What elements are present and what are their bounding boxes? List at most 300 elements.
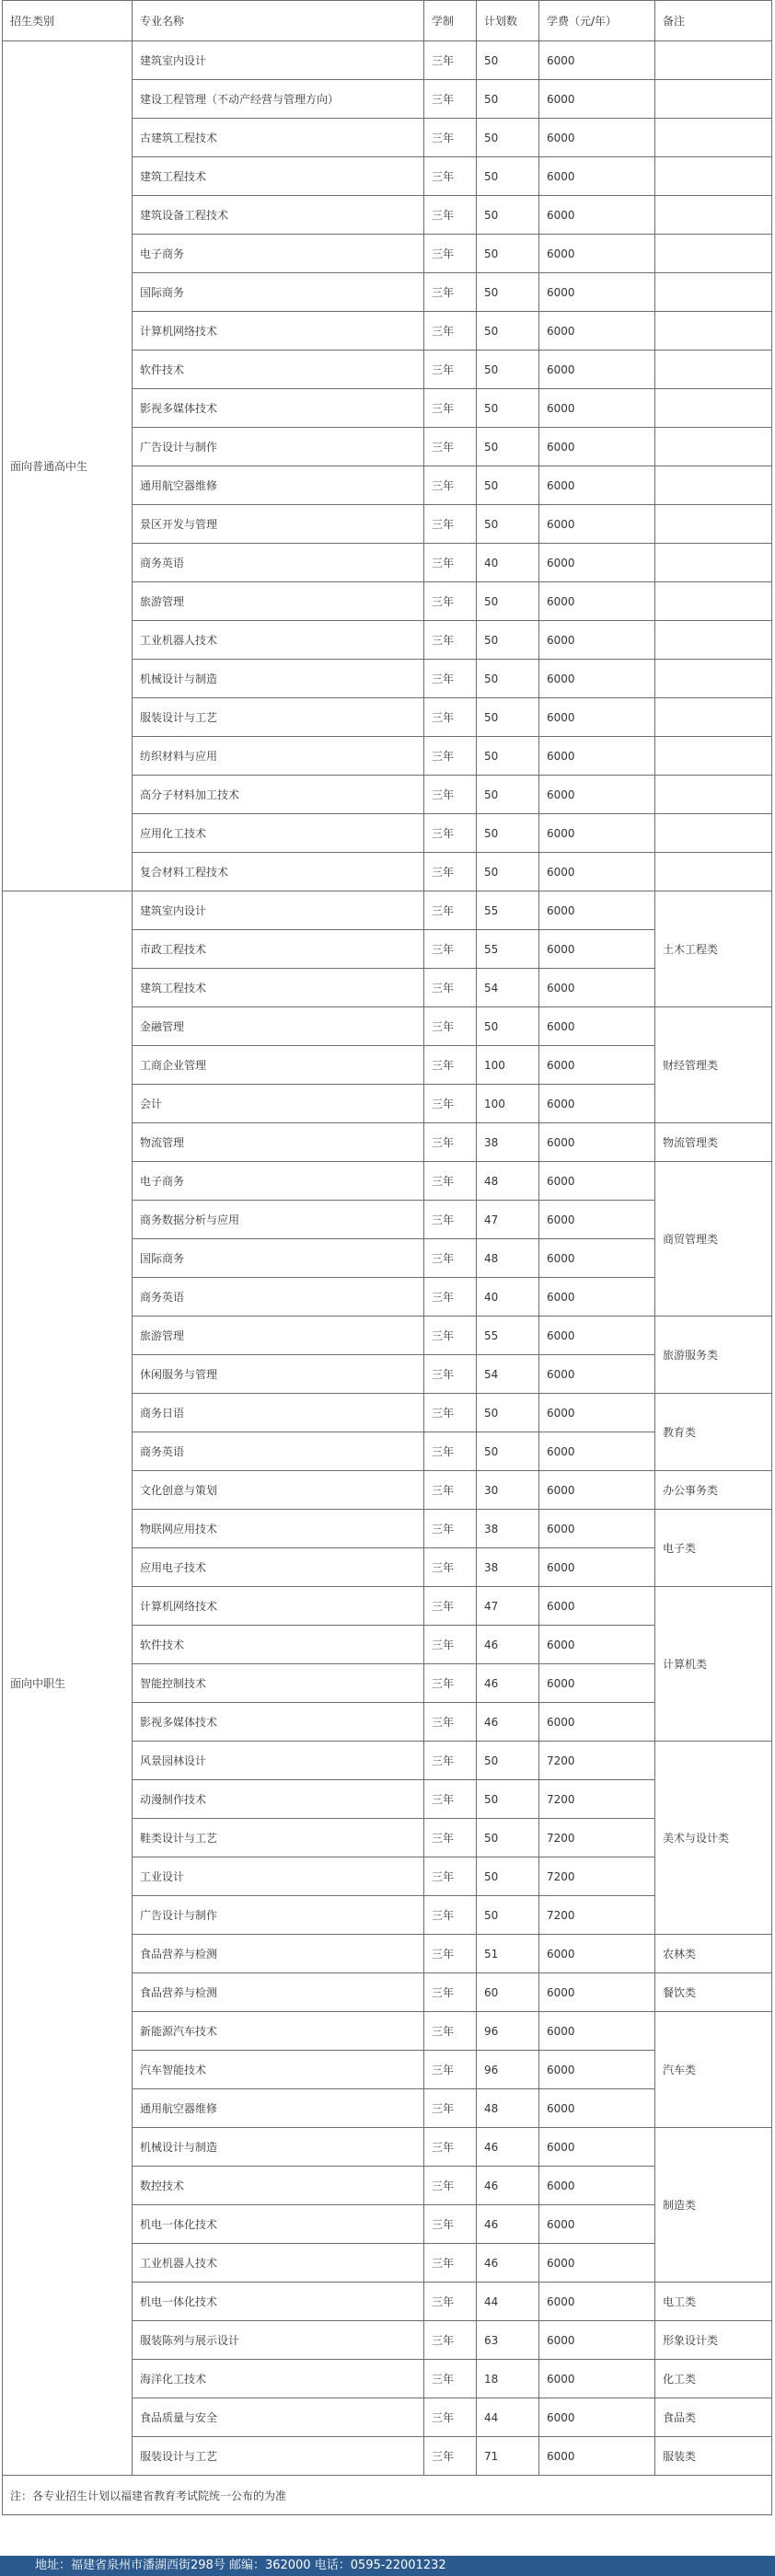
duration-cell: 三年 (424, 2012, 477, 2051)
header-remark: 备注 (655, 1, 772, 41)
major-name-cell: 物联网应用技术 (133, 1510, 424, 1548)
remark-cell: 电工类 (655, 2283, 772, 2321)
tuition-cell: 6000 (539, 1664, 655, 1703)
duration-cell: 三年 (424, 1819, 477, 1857)
remark-cell (655, 737, 772, 776)
remark-cell (655, 80, 772, 119)
category-cell: 面向中职生 (3, 891, 133, 2476)
table-row (3, 891, 772, 930)
remark-cell (655, 466, 772, 505)
remark-cell (655, 312, 772, 351)
duration-cell: 三年 (424, 428, 477, 466)
duration-cell: 三年 (424, 1973, 477, 2012)
plan-count-cell: 38 (477, 1123, 539, 1162)
duration-cell: 三年 (424, 660, 477, 698)
tuition-cell: 6000 (539, 2244, 655, 2283)
tuition-cell: 6000 (539, 1973, 655, 2012)
remark-cell: 教育类 (655, 1394, 772, 1471)
tuition-cell: 6000 (539, 2283, 655, 2321)
major-name-cell: 新能源汽车技术 (133, 2012, 424, 2051)
duration-cell: 三年 (424, 2128, 477, 2167)
major-name-cell: 食品营养与检测 (133, 1935, 424, 1973)
duration-cell: 三年 (424, 737, 477, 776)
duration-cell: 三年 (424, 1432, 477, 1471)
duration-cell: 三年 (424, 157, 477, 196)
duration-cell: 三年 (424, 1664, 477, 1703)
duration-cell: 三年 (424, 235, 477, 273)
duration-cell: 三年 (424, 2205, 477, 2244)
duration-cell: 三年 (424, 1317, 477, 1355)
duration-cell: 三年 (424, 1394, 477, 1432)
duration-cell: 三年 (424, 698, 477, 737)
tuition-cell: 6000 (539, 428, 655, 466)
tuition-cell: 6000 (539, 2089, 655, 2128)
major-name-cell: 商务日语 (133, 1394, 424, 1432)
plan-count-cell: 46 (477, 1626, 539, 1664)
duration-cell: 三年 (424, 2321, 477, 2360)
major-name-cell: 复合材料工程技术 (133, 853, 424, 891)
plan-count-cell: 46 (477, 2244, 539, 2283)
site-footer (0, 2556, 775, 2576)
plan-count-cell: 50 (477, 1007, 539, 1046)
plan-count-cell: 50 (477, 737, 539, 776)
plan-count-cell: 46 (477, 1703, 539, 1742)
duration-cell: 三年 (424, 814, 477, 853)
duration-cell: 三年 (424, 1587, 477, 1626)
duration-cell: 三年 (424, 1278, 477, 1317)
remark-cell: 形象设计类 (655, 2321, 772, 2360)
major-name-cell: 计算机网络技术 (133, 1587, 424, 1626)
major-name-cell: 物流管理 (133, 1123, 424, 1162)
tuition-cell: 7200 (539, 1896, 655, 1935)
major-name-cell: 服装陈列与展示设计 (133, 2321, 424, 2360)
tuition-cell: 6000 (539, 1548, 655, 1587)
plan-count-cell: 50 (477, 119, 539, 157)
major-name-cell: 影视多媒体技术 (133, 1703, 424, 1742)
tuition-cell: 6000 (539, 196, 655, 235)
tuition-cell: 6000 (539, 80, 655, 119)
duration-cell: 三年 (424, 351, 477, 389)
tuition-cell: 6000 (539, 1626, 655, 1664)
remark-cell: 土木工程类 (655, 891, 772, 1007)
tuition-cell: 6000 (539, 2051, 655, 2089)
duration-cell: 三年 (424, 2398, 477, 2437)
major-name-cell: 应用化工技术 (133, 814, 424, 853)
tuition-cell: 6000 (539, 544, 655, 582)
plan-count-cell: 47 (477, 1587, 539, 1626)
plan-count-cell: 50 (477, 1857, 539, 1896)
tuition-cell: 7200 (539, 1857, 655, 1896)
tuition-cell: 6000 (539, 660, 655, 698)
tuition-cell: 6000 (539, 1510, 655, 1548)
header-major-name: 专业名称 (133, 1, 424, 41)
duration-cell: 三年 (424, 1896, 477, 1935)
plan-count-cell: 46 (477, 2167, 539, 2205)
major-name-cell: 食品营养与检测 (133, 1973, 424, 2012)
remark-cell (655, 698, 772, 737)
major-name-cell: 动漫制作技术 (133, 1780, 424, 1819)
remark-cell: 办公事务类 (655, 1471, 772, 1510)
tuition-cell: 6000 (539, 1201, 655, 1239)
major-name-cell: 旅游管理 (133, 1317, 424, 1355)
plan-count-cell: 46 (477, 2205, 539, 2244)
duration-cell: 三年 (424, 582, 477, 621)
duration-cell: 三年 (424, 930, 477, 969)
remark-cell: 餐饮类 (655, 1973, 772, 2012)
plan-count-cell: 50 (477, 1394, 539, 1432)
duration-cell: 三年 (424, 80, 477, 119)
remark-cell (655, 273, 772, 312)
plan-count-cell: 46 (477, 1664, 539, 1703)
major-name-cell: 机械设计与制造 (133, 2128, 424, 2167)
plan-count-cell: 96 (477, 2051, 539, 2089)
duration-cell: 三年 (424, 2051, 477, 2089)
remark-cell: 制造类 (655, 2128, 772, 2283)
duration-cell: 三年 (424, 1703, 477, 1742)
plan-count-cell: 71 (477, 2437, 539, 2476)
header-duration: 学制 (424, 1, 477, 41)
tuition-cell: 6000 (539, 1471, 655, 1510)
admission-plan-table (2, 0, 772, 2515)
major-name-cell: 数控技术 (133, 2167, 424, 2205)
remark-cell: 旅游服务类 (655, 1317, 772, 1394)
tuition-cell: 6000 (539, 389, 655, 428)
plan-count-cell: 48 (477, 2089, 539, 2128)
header-plan-count: 计划数 (477, 1, 539, 41)
plan-count-cell: 50 (477, 196, 539, 235)
tuition-cell: 6000 (539, 814, 655, 853)
major-name-cell: 广告设计与制作 (133, 428, 424, 466)
plan-count-cell: 48 (477, 1162, 539, 1201)
tuition-cell: 6000 (539, 2167, 655, 2205)
duration-cell: 三年 (424, 2283, 477, 2321)
duration-cell: 三年 (424, 2089, 477, 2128)
plan-count-cell: 47 (477, 1201, 539, 1239)
duration-cell: 三年 (424, 2437, 477, 2476)
major-name-cell: 会计 (133, 1085, 424, 1123)
remark-cell: 计算机类 (655, 1587, 772, 1742)
duration-cell: 三年 (424, 1780, 477, 1819)
plan-count-cell: 50 (477, 1896, 539, 1935)
plan-count-cell: 54 (477, 969, 539, 1007)
major-name-cell: 机械设计与制造 (133, 660, 424, 698)
duration-cell: 三年 (424, 273, 477, 312)
tuition-cell: 6000 (539, 235, 655, 273)
duration-cell: 三年 (424, 853, 477, 891)
duration-cell: 三年 (424, 1046, 477, 1085)
duration-cell: 三年 (424, 1201, 477, 1239)
table-header-row (3, 1, 772, 41)
tuition-cell: 6000 (539, 2128, 655, 2167)
duration-cell: 三年 (424, 2167, 477, 2205)
tuition-cell: 6000 (539, 1587, 655, 1626)
plan-count-cell: 50 (477, 80, 539, 119)
major-name-cell: 风景园林设计 (133, 1742, 424, 1780)
major-name-cell: 计算机网络技术 (133, 312, 424, 351)
major-name-cell: 工业设计 (133, 1857, 424, 1896)
tuition-cell: 6000 (539, 1394, 655, 1432)
major-name-cell: 软件技术 (133, 351, 424, 389)
duration-cell: 三年 (424, 389, 477, 428)
remark-cell (655, 235, 772, 273)
tuition-cell: 6000 (539, 1317, 655, 1355)
plan-count-cell: 96 (477, 2012, 539, 2051)
plan-count-cell: 40 (477, 544, 539, 582)
plan-count-cell: 38 (477, 1548, 539, 1587)
duration-cell: 三年 (424, 41, 477, 80)
tuition-cell: 6000 (539, 930, 655, 969)
remark-cell: 电子类 (655, 1510, 772, 1587)
duration-cell: 三年 (424, 1162, 477, 1201)
tuition-cell: 6000 (539, 737, 655, 776)
duration-cell: 三年 (424, 1123, 477, 1162)
duration-cell: 三年 (424, 1510, 477, 1548)
remark-cell (655, 41, 772, 80)
tuition-cell: 6000 (539, 776, 655, 814)
plan-count-cell: 50 (477, 273, 539, 312)
table-row (3, 41, 772, 80)
duration-cell: 三年 (424, 776, 477, 814)
major-name-cell: 国际商务 (133, 1239, 424, 1278)
plan-count-cell: 50 (477, 814, 539, 853)
plan-count-cell: 55 (477, 1317, 539, 1355)
plan-count-cell: 63 (477, 2321, 539, 2360)
tuition-cell: 6000 (539, 621, 655, 660)
remark-cell (655, 505, 772, 544)
major-name-cell: 商务英语 (133, 1278, 424, 1317)
duration-cell: 三年 (424, 1355, 477, 1394)
duration-cell: 三年 (424, 1548, 477, 1587)
major-name-cell: 旅游管理 (133, 582, 424, 621)
remark-cell: 美术与设计类 (655, 1742, 772, 1935)
duration-cell: 三年 (424, 466, 477, 505)
remark-cell (655, 119, 772, 157)
major-name-cell: 汽车智能技术 (133, 2051, 424, 2089)
major-name-cell: 应用电子技术 (133, 1548, 424, 1587)
major-name-cell: 影视多媒体技术 (133, 389, 424, 428)
plan-count-cell: 50 (477, 660, 539, 698)
plan-count-cell: 50 (477, 776, 539, 814)
plan-count-cell: 51 (477, 1935, 539, 1973)
plan-count-cell: 60 (477, 1973, 539, 2012)
duration-cell: 三年 (424, 544, 477, 582)
plan-count-cell: 100 (477, 1085, 539, 1123)
duration-cell: 三年 (424, 1742, 477, 1780)
tuition-cell: 6000 (539, 505, 655, 544)
duration-cell: 三年 (424, 1857, 477, 1896)
major-name-cell: 金融管理 (133, 1007, 424, 1046)
major-name-cell: 国际商务 (133, 273, 424, 312)
remark-cell (655, 582, 772, 621)
major-name-cell: 市政工程技术 (133, 930, 424, 969)
plan-count-cell: 40 (477, 1278, 539, 1317)
major-name-cell: 建筑工程技术 (133, 157, 424, 196)
major-name-cell: 通用航空器维修 (133, 466, 424, 505)
major-name-cell: 电子商务 (133, 235, 424, 273)
duration-cell: 三年 (424, 312, 477, 351)
tuition-cell: 6000 (539, 466, 655, 505)
plan-count-cell: 100 (477, 1046, 539, 1085)
major-name-cell: 服装设计与工艺 (133, 2437, 424, 2476)
duration-cell: 三年 (424, 621, 477, 660)
tuition-cell: 6000 (539, 41, 655, 80)
major-name-cell: 建筑设备工程技术 (133, 196, 424, 235)
remark-cell: 化工类 (655, 2360, 772, 2398)
duration-cell: 三年 (424, 119, 477, 157)
major-name-cell: 食品质量与安全 (133, 2398, 424, 2437)
remark-cell (655, 428, 772, 466)
tuition-cell: 6000 (539, 1162, 655, 1201)
plan-count-cell: 18 (477, 2360, 539, 2398)
duration-cell: 三年 (424, 1007, 477, 1046)
remark-cell: 农林类 (655, 1935, 772, 1973)
remark-cell: 汽车类 (655, 2012, 772, 2128)
remark-cell (655, 853, 772, 891)
tuition-cell: 6000 (539, 1085, 655, 1123)
major-name-cell: 古建筑工程技术 (133, 119, 424, 157)
note-row (3, 2476, 772, 2515)
plan-count-cell: 55 (477, 930, 539, 969)
plan-count-cell: 50 (477, 853, 539, 891)
major-name-cell: 工业机器人技术 (133, 2244, 424, 2283)
plan-count-cell: 50 (477, 505, 539, 544)
tuition-cell: 7200 (539, 1780, 655, 1819)
duration-cell: 三年 (424, 891, 477, 930)
plan-count-cell: 44 (477, 2398, 539, 2437)
duration-cell: 三年 (424, 1239, 477, 1278)
remark-cell (655, 776, 772, 814)
tuition-cell: 6000 (539, 2360, 655, 2398)
remark-cell: 商贸管理类 (655, 1162, 772, 1317)
footnote: 注：各专业招生计划以福建省教育考试院统一公布的为准 (3, 2476, 772, 2515)
plan-count-cell: 50 (477, 1742, 539, 1780)
major-name-cell: 建筑室内设计 (133, 891, 424, 930)
major-name-cell: 机电一体化技术 (133, 2205, 424, 2244)
tuition-cell: 6000 (539, 273, 655, 312)
plan-count-cell: 50 (477, 466, 539, 505)
major-name-cell: 建筑工程技术 (133, 969, 424, 1007)
remark-cell: 食品类 (655, 2398, 772, 2437)
tuition-cell: 6000 (539, 1935, 655, 1973)
major-name-cell: 建设工程管理（不动产经营与管理方向） (133, 80, 424, 119)
tuition-cell: 6000 (539, 582, 655, 621)
admission-plan-container (2, 0, 771, 2515)
header-tuition: 学费（元/年） (539, 1, 655, 41)
plan-count-cell: 50 (477, 1780, 539, 1819)
plan-count-cell: 55 (477, 891, 539, 930)
tuition-cell: 6000 (539, 2012, 655, 2051)
duration-cell: 三年 (424, 1471, 477, 1510)
duration-cell: 三年 (424, 196, 477, 235)
tuition-cell: 6000 (539, 1007, 655, 1046)
remark-cell (655, 196, 772, 235)
tuition-cell: 6000 (539, 2398, 655, 2437)
plan-count-cell: 48 (477, 1239, 539, 1278)
duration-cell: 三年 (424, 505, 477, 544)
major-name-cell: 文化创意与策划 (133, 1471, 424, 1510)
tuition-cell: 6000 (539, 119, 655, 157)
category-cell: 面向普通高中生 (3, 41, 133, 891)
remark-cell (655, 351, 772, 389)
tuition-cell: 6000 (539, 2321, 655, 2360)
plan-count-cell: 50 (477, 41, 539, 80)
tuition-cell: 6000 (539, 157, 655, 196)
major-name-cell: 休闲服务与管理 (133, 1355, 424, 1394)
tuition-cell: 6000 (539, 853, 655, 891)
major-name-cell: 商务英语 (133, 544, 424, 582)
tuition-cell: 6000 (539, 1123, 655, 1162)
plan-count-cell: 50 (477, 1432, 539, 1471)
duration-cell: 三年 (424, 1935, 477, 1973)
plan-count-cell: 50 (477, 582, 539, 621)
plan-count-cell: 50 (477, 428, 539, 466)
footer-address: 地址：福建省泉州市潘湖西街298号 邮编：362000 电话：0595-22001232 (35, 2559, 446, 2572)
remark-cell: 物流管理类 (655, 1123, 772, 1162)
duration-cell: 三年 (424, 1626, 477, 1664)
remark-cell: 财经管理类 (655, 1007, 772, 1123)
remark-cell (655, 544, 772, 582)
major-name-cell: 广告设计与制作 (133, 1896, 424, 1935)
remark-cell (655, 621, 772, 660)
plan-count-cell: 50 (477, 1819, 539, 1857)
major-name-cell: 服装设计与工艺 (133, 698, 424, 737)
duration-cell: 三年 (424, 1085, 477, 1123)
plan-count-cell: 44 (477, 2283, 539, 2321)
plan-count-cell: 50 (477, 157, 539, 196)
duration-cell: 三年 (424, 2360, 477, 2398)
major-name-cell: 建筑室内设计 (133, 41, 424, 80)
plan-count-cell: 54 (477, 1355, 539, 1394)
tuition-cell: 6000 (539, 1046, 655, 1085)
tuition-cell: 7200 (539, 1819, 655, 1857)
major-name-cell: 商务英语 (133, 1432, 424, 1471)
plan-count-cell: 50 (477, 389, 539, 428)
tuition-cell: 6000 (539, 351, 655, 389)
remark-cell (655, 660, 772, 698)
plan-count-cell: 50 (477, 698, 539, 737)
tuition-cell: 6000 (539, 891, 655, 930)
major-name-cell: 商务数据分析与应用 (133, 1201, 424, 1239)
remark-cell (655, 389, 772, 428)
plan-count-cell: 30 (477, 1471, 539, 1510)
remark-cell (655, 157, 772, 196)
tuition-cell: 6000 (539, 1703, 655, 1742)
tuition-cell: 6000 (539, 1432, 655, 1471)
major-name-cell: 高分子材料加工技术 (133, 776, 424, 814)
major-name-cell: 智能控制技术 (133, 1664, 424, 1703)
major-name-cell: 工业机器人技术 (133, 621, 424, 660)
plan-count-cell: 50 (477, 351, 539, 389)
tuition-cell: 6000 (539, 698, 655, 737)
plan-count-cell: 50 (477, 235, 539, 273)
plan-count-cell: 50 (477, 621, 539, 660)
tuition-cell: 6000 (539, 1239, 655, 1278)
major-name-cell: 软件技术 (133, 1626, 424, 1664)
tuition-cell: 6000 (539, 1355, 655, 1394)
major-name-cell: 鞋类设计与工艺 (133, 1819, 424, 1857)
remark-cell (655, 814, 772, 853)
major-name-cell: 电子商务 (133, 1162, 424, 1201)
tuition-cell: 7200 (539, 1742, 655, 1780)
major-name-cell: 纺织材料与应用 (133, 737, 424, 776)
tuition-cell: 6000 (539, 2437, 655, 2476)
remark-cell: 服装类 (655, 2437, 772, 2476)
tuition-cell: 6000 (539, 969, 655, 1007)
tuition-cell: 6000 (539, 2205, 655, 2244)
major-name-cell: 工商企业管理 (133, 1046, 424, 1085)
plan-count-cell: 50 (477, 312, 539, 351)
major-name-cell: 机电一体化技术 (133, 2283, 424, 2321)
